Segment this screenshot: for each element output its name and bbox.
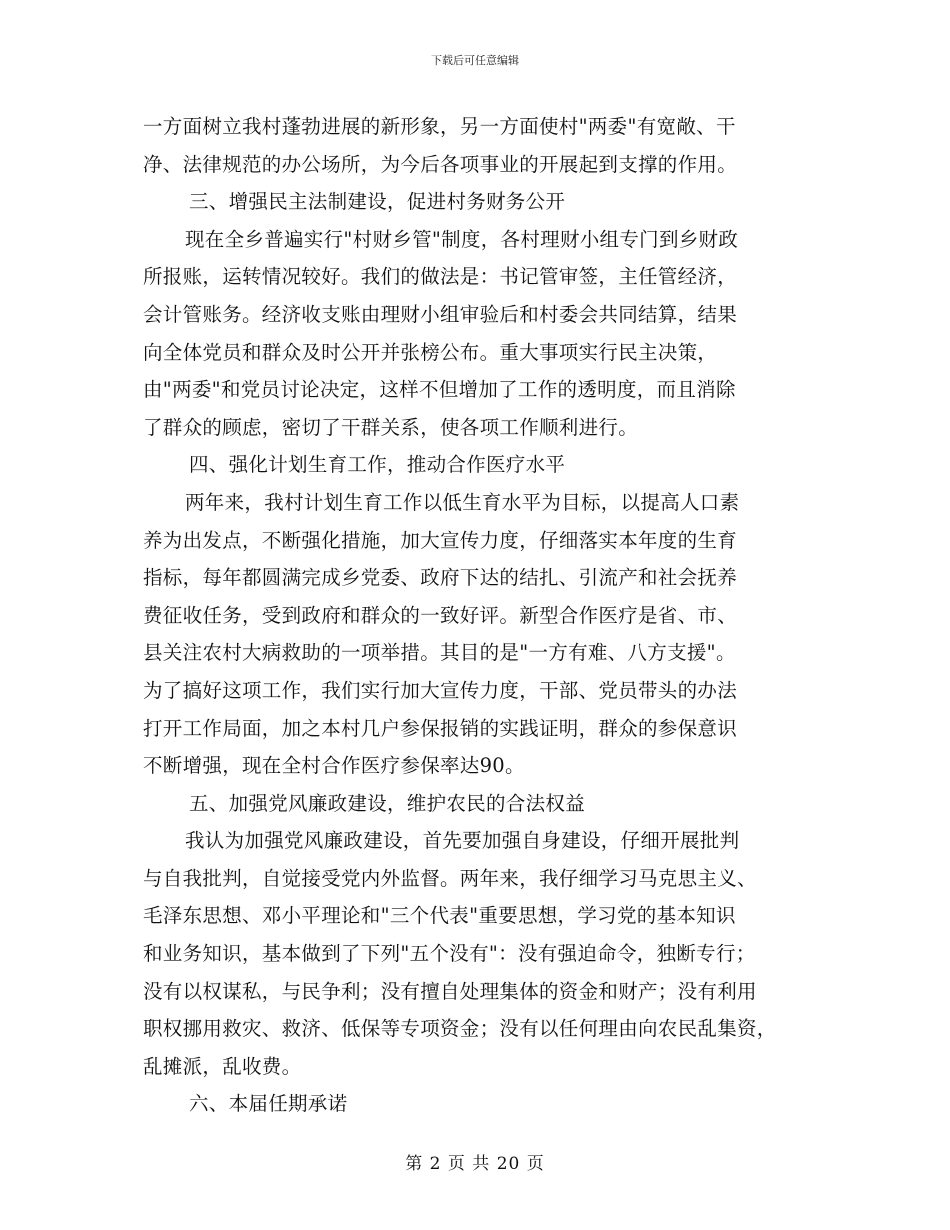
paragraph-line: 职权挪用救灾、救济、低保等专项资金；没有以任何理由向农民乱集资，	[143, 1017, 777, 1041]
paragraph-line: 两年来，我村计划生育工作以低生育水平为目标，以提高人口素	[185, 490, 740, 514]
paragraph-line: 由"两委"和党员讨论决定，这样不但增加了工作的透明度，而且消除	[143, 378, 736, 402]
document-body	[143, 108, 833, 1123]
paragraph-line: 一方面树立我村蓬勃进展的新形象，另一方面使村"两委"有宽敞、干	[143, 115, 736, 138]
paragraph-line: 现在全乡普遍实行"村财乡管"制度，各村理财小组专门到乡财政	[185, 227, 739, 251]
paragraph-line: 净、法律规范的办公场所，为今后各项事业的开展起到支撑的作用。	[143, 152, 738, 176]
paragraph-line: 费征收任务，受到政府和群众的一致好评。新型合作医疗是省、市、	[143, 603, 738, 627]
paragraph-line: 县关注农村大病救助的一项举措。其目的是"一方有难、八方支援"。	[143, 641, 736, 665]
page-header: 下载后可任意编辑	[431, 54, 519, 67]
section-heading: 四、强化计划生育工作，推动合作医疗水平	[189, 453, 566, 477]
section-heading: 五、加强党风廉政建设，维护农民的合法权益	[189, 791, 586, 815]
paragraph-line: 养为出发点，不断强化措施，加大宣传力度，仔细落实本年度的生育	[143, 528, 738, 552]
paragraph-line: 乱摊派，乱收费。	[143, 1054, 302, 1078]
paragraph-line: 向全体党员和群众及时公开并张榜公布。重大事项实行民主决策，	[143, 340, 718, 364]
paragraph-line: 会计管账务。经济收支账由理财小组审验后和村委会共同结算，结果	[143, 302, 738, 326]
paragraph-line: 为了搞好这项工作，我们实行加大宣传力度，干部、党员带头的办法	[143, 678, 738, 702]
paragraph-line: 指标，每年都圆满完成乡党委、政府下达的结扎、引流产和社会抚养	[143, 566, 738, 590]
paragraph-line: 毛泽东思想、邓小平理论和"三个代表"重要思想，学习党的基本知识	[143, 904, 736, 928]
paragraph-line: 所报账，运转情况较好。我们的做法是：书记管审签，主任管经济，	[143, 265, 738, 289]
section-heading: 六、本届任期承诺	[189, 1092, 348, 1116]
paragraph-line: 不断增强，现在全村合作医疗参保率达90。	[143, 754, 525, 778]
section-heading: 三、增强民主法制建设，促进村务财务公开	[189, 190, 566, 214]
page-footer: 第 2 页 共 20 页	[405, 1154, 545, 1174]
paragraph-line: 我认为加强党风廉政建设，首先要加强自身建设，仔细开展批判	[185, 829, 740, 853]
paragraph-line: 了群众的顾虑，密切了干群关系，使各项工作顺利进行。	[143, 415, 639, 439]
paragraph-line: 和业务知识，基本做到了下列"五个没有"：没有强迫命令，独断专行；	[143, 942, 756, 966]
paragraph-line: 打开工作局面，加之本村几户参保报销的实践证明，群众的参保意识	[143, 716, 738, 740]
paragraph-line: 与自我批判，自觉接受党内外监督。两年来，我仔细学习马克思主义、	[143, 866, 757, 890]
paragraph-line: 没有以权谋私，与民争利；没有擅自处理集体的资金和财产；没有利用	[143, 979, 757, 1003]
